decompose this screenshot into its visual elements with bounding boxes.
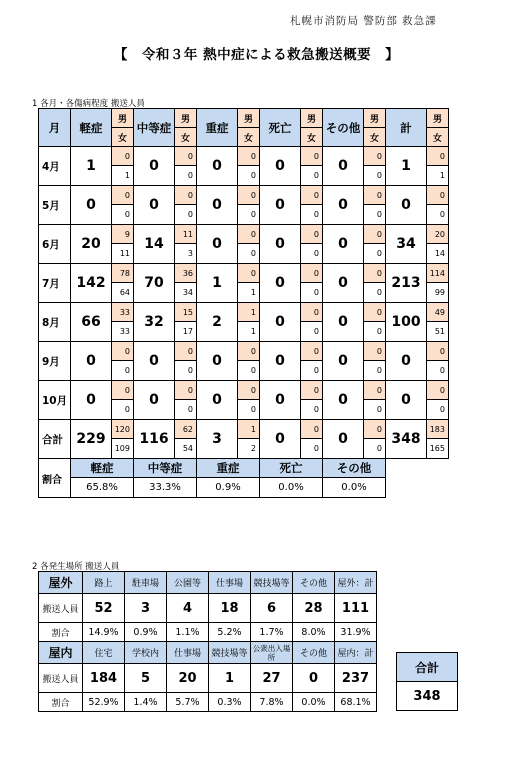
male-value: 0	[238, 186, 260, 205]
male-value: 0	[364, 420, 386, 439]
male-value: 0	[301, 264, 323, 283]
count-value: 3	[125, 594, 167, 623]
count-label: 搬送人員	[39, 594, 83, 623]
male-value: 0	[364, 147, 386, 166]
total-value: 2	[197, 303, 238, 342]
female-value: 0	[112, 361, 134, 381]
male-value: 120	[112, 420, 134, 439]
organization-label: 札幌市消防局 警防部 救急課	[290, 15, 437, 27]
total-value: 213	[386, 264, 427, 303]
male-header: 男	[364, 109, 386, 128]
total-value: 32	[134, 303, 175, 342]
female-value: 1	[427, 166, 449, 186]
female-value: 0	[427, 205, 449, 225]
male-value: 78	[112, 264, 134, 283]
count-value: 6	[251, 594, 293, 623]
ratio-value: 7.8%	[251, 693, 293, 712]
table-row	[39, 420, 449, 439]
female-value: 0	[364, 205, 386, 225]
total-value: 0	[134, 147, 175, 186]
ratio-category: その他	[323, 459, 386, 478]
total-value: 0	[197, 225, 238, 264]
total-value: 0	[260, 225, 301, 264]
male-value: 0	[175, 186, 197, 205]
count-value: 5	[125, 664, 167, 693]
female-value: 1	[238, 322, 260, 342]
total-value: 0	[323, 303, 364, 342]
month-header: 月	[39, 109, 71, 147]
male-value: 0	[238, 225, 260, 244]
ratio-value: 0.3%	[209, 693, 251, 712]
count-value: 237	[335, 664, 377, 693]
male-value: 0	[175, 381, 197, 400]
ratio-value: 65.8%	[71, 478, 134, 498]
total-value: 0	[323, 342, 364, 381]
male-value: 11	[175, 225, 197, 244]
female-value: 0	[175, 400, 197, 420]
place-header: 競技場等	[209, 642, 251, 664]
male-value: 36	[175, 264, 197, 283]
male-value: 0	[364, 381, 386, 400]
female-value: 0	[301, 283, 323, 303]
male-value: 20	[427, 225, 449, 244]
female-value: 0	[364, 400, 386, 420]
female-value: 0	[175, 166, 197, 186]
count-value: 20	[167, 664, 209, 693]
total-value: 0	[71, 186, 112, 225]
female-header: 女	[238, 128, 260, 147]
section1-label: 1 各月・各傷病程度 搬送人員	[32, 99, 145, 109]
location-table	[38, 571, 377, 712]
place-header: 路上	[83, 572, 125, 594]
place-header: その他	[293, 572, 335, 594]
female-value: 0	[175, 361, 197, 381]
total-value: 142	[71, 264, 112, 303]
count-value: 52	[83, 594, 125, 623]
table-row	[39, 381, 449, 400]
ratio-value: 68.1%	[335, 693, 377, 712]
female-value: 51	[427, 322, 449, 342]
ratio-value: 1.7%	[251, 623, 293, 642]
female-value: 17	[175, 322, 197, 342]
severity-header: 計	[386, 109, 427, 147]
table-row	[39, 264, 449, 283]
total-value: 20	[71, 225, 112, 264]
male-value: 0	[364, 342, 386, 361]
total-value: 66	[71, 303, 112, 342]
female-value: 64	[112, 283, 134, 303]
outdoor-count-row	[39, 594, 377, 623]
count-label: 搬送人員	[39, 664, 83, 693]
header-row	[39, 109, 449, 128]
indoor-ratio-row	[39, 693, 377, 712]
total-value: 348	[397, 682, 458, 711]
female-value: 0	[238, 244, 260, 264]
total-value: 0	[260, 420, 301, 459]
table-row	[39, 147, 449, 166]
male-value: 1	[238, 420, 260, 439]
male-value: 0	[301, 381, 323, 400]
male-value: 0	[427, 381, 449, 400]
table-row	[39, 186, 449, 205]
ratio-value: 31.9%	[335, 623, 377, 642]
female-value: 165	[427, 439, 449, 459]
male-value: 0	[112, 147, 134, 166]
female-value: 99	[427, 283, 449, 303]
month-label: 8月	[39, 303, 71, 342]
ratio-value: 52.9%	[83, 693, 125, 712]
total-value: 0	[323, 381, 364, 420]
female-header: 女	[112, 128, 134, 147]
female-value: 0	[301, 166, 323, 186]
female-value: 0	[301, 400, 323, 420]
female-value: 34	[175, 283, 197, 303]
female-value: 0	[175, 205, 197, 225]
ratio-category: 軽症	[71, 459, 134, 478]
male-value: 0	[364, 264, 386, 283]
ratio-value: 0.0%	[293, 693, 335, 712]
male-value: 0	[301, 342, 323, 361]
total-value: 0	[260, 342, 301, 381]
male-value: 0	[112, 381, 134, 400]
male-value: 0	[238, 342, 260, 361]
female-value: 0	[112, 205, 134, 225]
ratio-label: 割合	[39, 623, 83, 642]
female-value: 0	[238, 166, 260, 186]
male-value: 33	[112, 303, 134, 322]
severity-header: 中等症	[134, 109, 175, 147]
male-value: 0	[301, 225, 323, 244]
total-value: 14	[134, 225, 175, 264]
male-value: 49	[427, 303, 449, 322]
total-value: 70	[134, 264, 175, 303]
male-value: 0	[427, 147, 449, 166]
place-header: 仕事場	[167, 642, 209, 664]
month-label: 9月	[39, 342, 71, 381]
month-label: 10月	[39, 381, 71, 420]
total-value: 0	[71, 381, 112, 420]
ratio-value: 33.3%	[134, 478, 197, 498]
outdoor-header: 屋外	[39, 572, 83, 594]
male-value: 0	[175, 342, 197, 361]
male-value: 1	[238, 303, 260, 322]
female-value: 1	[112, 166, 134, 186]
total-value: 0	[260, 381, 301, 420]
female-value: 0	[364, 439, 386, 459]
page-title: 【 令和３年 熱中症による救急搬送概要 】	[113, 47, 400, 63]
total-value: 0	[260, 303, 301, 342]
total-value: 348	[386, 420, 427, 459]
female-header: 女	[364, 128, 386, 147]
total-value: 0	[71, 342, 112, 381]
female-value: 33	[112, 322, 134, 342]
male-header: 男	[112, 109, 134, 128]
female-value: 0	[427, 361, 449, 381]
female-value: 11	[112, 244, 134, 264]
place-header: 住宅	[83, 642, 125, 664]
severity-header: その他	[323, 109, 364, 147]
month-label: 5月	[39, 186, 71, 225]
count-value: 4	[167, 594, 209, 623]
total-value: 0	[134, 186, 175, 225]
month-label: 6月	[39, 225, 71, 264]
total-value: 0	[197, 342, 238, 381]
female-header: 女	[301, 128, 323, 147]
male-value: 183	[427, 420, 449, 439]
ratio-value: 5.7%	[167, 693, 209, 712]
male-value: 0	[364, 186, 386, 205]
indoor-header-row	[39, 642, 377, 664]
total-value: 0	[197, 381, 238, 420]
place-header: 公衆出入場所	[251, 642, 293, 664]
total-value: 100	[386, 303, 427, 342]
ratio-value: 1.1%	[167, 623, 209, 642]
ratio-value: 1.4%	[125, 693, 167, 712]
count-value: 28	[293, 594, 335, 623]
female-value: 0	[238, 205, 260, 225]
severity-header: 軽症	[71, 109, 112, 147]
female-value: 0	[301, 205, 323, 225]
male-value: 0	[301, 147, 323, 166]
total-value: 1	[71, 147, 112, 186]
male-value: 0	[427, 342, 449, 361]
total-value: 0	[197, 147, 238, 186]
female-header: 女	[175, 128, 197, 147]
male-value: 0	[427, 186, 449, 205]
outdoor-ratio-row	[39, 623, 377, 642]
female-value: 0	[364, 244, 386, 264]
ratio-category: 中等症	[134, 459, 197, 478]
place-header: 学校内	[125, 642, 167, 664]
place-header: 屋内：計	[335, 642, 377, 664]
male-value: 0	[112, 186, 134, 205]
month-label: 4月	[39, 147, 71, 186]
total-value: 0	[134, 381, 175, 420]
severity-header: 死亡	[260, 109, 301, 147]
male-header: 男	[301, 109, 323, 128]
male-value: 0	[238, 264, 260, 283]
ratio-label: 割合	[39, 459, 71, 498]
female-value: 0	[112, 400, 134, 420]
total-value: 3	[197, 420, 238, 459]
total-value: 0	[386, 381, 427, 420]
total-value: 0	[386, 186, 427, 225]
indoor-count-row	[39, 664, 377, 693]
female-value: 0	[301, 322, 323, 342]
empty-cell	[386, 459, 449, 498]
place-header: 公園等	[167, 572, 209, 594]
ratio-value: 5.2%	[209, 623, 251, 642]
total-box	[396, 652, 458, 711]
total-value: 0	[323, 186, 364, 225]
male-value: 0	[238, 381, 260, 400]
female-value: 54	[175, 439, 197, 459]
place-header: 駐車場	[125, 572, 167, 594]
outdoor-header-row	[39, 572, 377, 594]
male-value: 0	[112, 342, 134, 361]
female-value: 3	[175, 244, 197, 264]
total-value: 0	[260, 186, 301, 225]
ratio-value: 14.9%	[83, 623, 125, 642]
ratio-value: 0.9%	[197, 478, 260, 498]
count-value: 1	[209, 664, 251, 693]
total-value: 0	[134, 342, 175, 381]
total-value: 0	[323, 264, 364, 303]
section2-label: 2 各発生場所 搬送人員	[32, 562, 120, 572]
male-value: 0	[364, 303, 386, 322]
place-header: 仕事場	[209, 572, 251, 594]
count-value: 0	[293, 664, 335, 693]
total-value: 0	[386, 342, 427, 381]
month-label: 7月	[39, 264, 71, 303]
female-value: 0	[364, 166, 386, 186]
female-value: 0	[301, 361, 323, 381]
male-header: 男	[175, 109, 197, 128]
total-value: 116	[134, 420, 175, 459]
female-value: 0	[364, 283, 386, 303]
ratio-value: 0.0%	[260, 478, 323, 498]
table-row	[39, 303, 449, 322]
male-value: 15	[175, 303, 197, 322]
total-value: 1	[386, 147, 427, 186]
ratio-value: 0.9%	[125, 623, 167, 642]
total-value: 34	[386, 225, 427, 264]
female-value: 0	[364, 322, 386, 342]
male-value: 0	[301, 186, 323, 205]
male-value: 0	[301, 420, 323, 439]
indoor-header: 屋内	[39, 642, 83, 664]
female-value: 14	[427, 244, 449, 264]
female-value: 0	[238, 400, 260, 420]
ratio-value: 8.0%	[293, 623, 335, 642]
month-label: 合計	[39, 420, 71, 459]
ratio-label: 割合	[39, 693, 83, 712]
total-value: 0	[197, 186, 238, 225]
total-value: 0	[323, 420, 364, 459]
female-value: 2	[238, 439, 260, 459]
table-row	[39, 342, 449, 361]
ratio-value: 0.0%	[323, 478, 386, 498]
severity-header: 重症	[197, 109, 238, 147]
table-row	[39, 225, 449, 244]
total-value: 1	[197, 264, 238, 303]
female-value: 0	[301, 244, 323, 264]
male-value: 0	[364, 225, 386, 244]
count-value: 111	[335, 594, 377, 623]
count-value: 18	[209, 594, 251, 623]
ratio-category: 死亡	[260, 459, 323, 478]
total-value: 0	[323, 225, 364, 264]
male-header: 男	[427, 109, 449, 128]
male-value: 0	[238, 147, 260, 166]
total-value: 0	[260, 264, 301, 303]
ratio-header-row	[39, 459, 449, 478]
monthly-table	[38, 108, 449, 498]
ratio-category: 重症	[197, 459, 260, 478]
female-value: 0	[364, 361, 386, 381]
female-value: 109	[112, 439, 134, 459]
male-value: 0	[301, 303, 323, 322]
place-header: その他	[293, 642, 335, 664]
male-header: 男	[238, 109, 260, 128]
place-header: 競技場等	[251, 572, 293, 594]
female-header: 女	[427, 128, 449, 147]
total-value: 229	[71, 420, 112, 459]
male-value: 9	[112, 225, 134, 244]
total-value: 0	[260, 147, 301, 186]
male-value: 62	[175, 420, 197, 439]
female-value: 0	[238, 361, 260, 381]
place-header: 屋外：計	[335, 572, 377, 594]
female-value: 0	[301, 439, 323, 459]
female-value: 1	[238, 283, 260, 303]
total-label: 合計	[397, 653, 458, 682]
male-value: 0	[175, 147, 197, 166]
count-value: 184	[83, 664, 125, 693]
count-value: 27	[251, 664, 293, 693]
female-value: 0	[427, 400, 449, 420]
total-value: 0	[323, 147, 364, 186]
male-value: 114	[427, 264, 449, 283]
